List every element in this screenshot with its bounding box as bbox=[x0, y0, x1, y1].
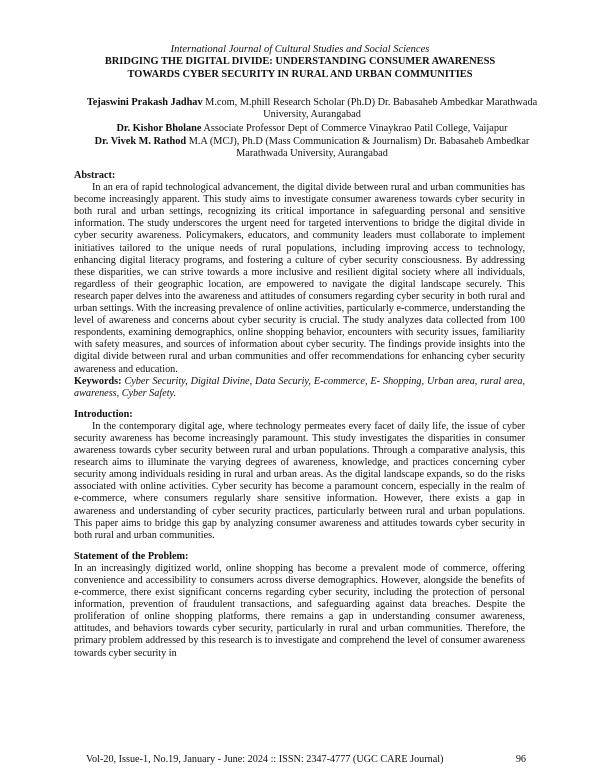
author-name: Dr. Vivek M. Rathod bbox=[94, 135, 187, 147]
footer-citation: Vol-20, Issue-1, No.19, January - June: 2024 :: ISSN: 2347-4777 (UGC CARE Journal) bbox=[86, 754, 444, 765]
author-affiliation: M.com, M.phill Research Scholar (Ph.D) Dr. Babasaheb Ambedkar Marathwada University, Aurangabad bbox=[202, 97, 538, 121]
keywords bbox=[74, 376, 525, 400]
author-name: Tejaswini Prakash Jadhav bbox=[86, 97, 203, 108]
title-line-2: TOWARDS CYBER SECURITY IN RURAL AND URBAN COMMUNITIES bbox=[127, 68, 473, 80]
introduction-text: In the contemporary digital age, where technology permeates every facet of daily life, the issue of cyber security awareness has become increasingly paramount. This study investigates the disparities in consumer awareness towards cyber security between rural and urban populations. Through a comparative analysis, this research aims to illuminate the varying degrees of awareness, knowledge, and practices concerning cyber security among individuals residing in rural and urban areas. As the digital landscape expands, so do the risks associated with online activities. Cyber security has become a paramount concern, especially in the realm of e-commerce, where consumers regularly share sensitive information. However, there exists a gap in awareness and understanding of cyber security practices, particularly between rural and urban populations. This paper aims to bridge this gap by analyzing consumer awareness and attitudes towards cyber security in both rural and urban communities. bbox=[74, 420, 525, 541]
author-affiliation: M.A (MCJ), Ph.D (Mass Communication & Journalism) Dr. Babasaheb Ambedkar Marathwada University, Aurangabad bbox=[186, 135, 530, 160]
problem-heading: Statement of the Problem: bbox=[74, 550, 189, 562]
keywords-text: Cyber Security, Digital Divine, Data Securiy, E-commerce, E- Shopping, Urban area, rural area, awareness, Cyber Safety. bbox=[74, 375, 525, 399]
author-3 bbox=[82, 136, 542, 161]
page-number: 96 bbox=[515, 754, 526, 765]
author-1 bbox=[82, 97, 542, 122]
author-name: Dr. Kishor Bholane bbox=[116, 122, 202, 134]
journal-name: International Journal of Cultural Studies and Social Sciences bbox=[170, 44, 430, 55]
abstract-text: In an era of rapid technological advancement, the digital divide between rural and urban communities has become increasingly apparent. This study aims to investigate consumer awareness towards cyber security in both rural and urban settings, recognizing its critical importance in safeguarding personal and sensitive information. The study underscores the urgent need for targeted interventions to bridge the digital divide in cyber security awareness. Policymakers, educators, and community leaders must collaborate to implement initiatives tailored to the unique needs of rural populations, including improving access to technology, enhancing digital literacy programs, and fostering a culture of cyber security consciousness. By addressing these disparities, we can strive towards a more inclusive and resilient digital society where all individuals, regardless of their geographic location, are empowered to navigate the digital landscape securely. This research paper delves into the awareness and attitudes of consumers regarding cyber security in both rural and urban settings. With the increasing prevalence of online activities, particularly e-commerce, understanding the level of awareness and concerns about cyber security is crucial. The study analyzes data collected from 100 respondents, examining demographics, online shopping behavior, encounters with security issues, familiarity with safety measures, and sources of information about cyber security. The findings provide insights into the digital divide between rural and urban communities and offer recommendations for enhancing cyber security awareness and education. bbox=[74, 182, 525, 375]
keywords-label: Keywords: bbox=[74, 375, 122, 387]
author-affiliation: Associate Professor Dept of Commerce Vinaykrao Patil College, Vaijapur bbox=[201, 122, 508, 134]
paper-title bbox=[60, 56, 540, 81]
introduction-heading: Introduction: bbox=[74, 408, 133, 420]
problem-text: In an increasingly digitized world, online shopping has become a prevalent mode of commerce, offering convenience and accessibility to consumers across diverse demographics. However, alongside the benefits of e-commerce, there exist significant concerns regarding cyber security, including the protection of personal information, prevention of fraudulent transactions, and safeguarding against data breaches. Despite the proliferation of online shopping platforms, there remains a gap in understanding consumer awareness, attitudes, and behaviors towards cyber security, particularly in rural and urban communities. Therefore, the primary problem addressed by this research is to investigate and comprehend the level of consumer awareness towards cyber security in bbox=[74, 562, 525, 659]
author-2 bbox=[82, 123, 542, 135]
paper-body bbox=[74, 170, 525, 660]
abstract-heading: Abstract: bbox=[74, 170, 116, 181]
author-list bbox=[82, 97, 542, 161]
title-line-1: BRIDGING THE DIGITAL DIVIDE: UNDERSTANDING CONSUMER AWARENESS bbox=[104, 56, 496, 67]
